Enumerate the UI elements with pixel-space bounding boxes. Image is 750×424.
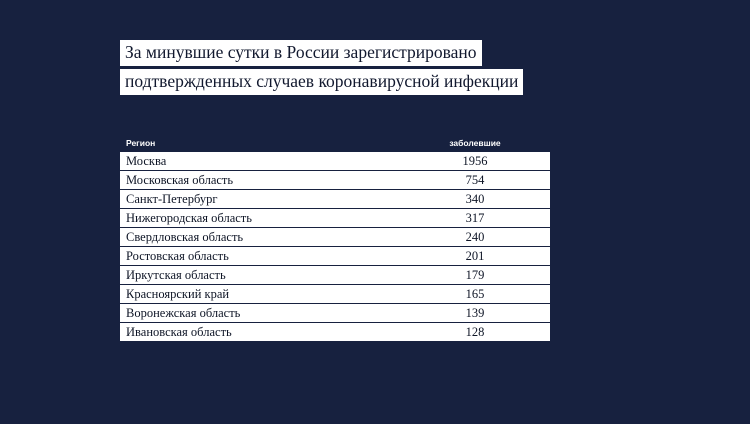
cell-cases: 165 xyxy=(400,285,550,304)
page-title xyxy=(120,40,660,98)
table-row xyxy=(120,190,550,209)
cell-cases: 317 xyxy=(400,209,550,228)
cell-cases: 1956 xyxy=(400,152,550,171)
table-row xyxy=(120,285,550,304)
table-row xyxy=(120,266,550,285)
cell-cases: 201 xyxy=(400,247,550,266)
table-row xyxy=(120,247,550,266)
table-row xyxy=(120,209,550,228)
table-row xyxy=(120,152,550,171)
table-header-row xyxy=(120,138,550,152)
cell-cases: 240 xyxy=(400,228,550,247)
table-row xyxy=(120,228,550,247)
cell-region: Ростовская область xyxy=(120,247,400,266)
cell-cases: 179 xyxy=(400,266,550,285)
title-line-2: подтвержденных случаев коронавирусной инфекции xyxy=(120,69,523,95)
cell-cases: 754 xyxy=(400,171,550,190)
table-header xyxy=(120,138,550,152)
cell-region: Воронежская область xyxy=(120,304,400,323)
cell-region: Нижегородская область xyxy=(120,209,400,228)
cell-region: Санкт-Петербург xyxy=(120,190,400,209)
cell-region: Иркутская область xyxy=(120,266,400,285)
table-row xyxy=(120,171,550,190)
cell-region: Свердловская область xyxy=(120,228,400,247)
table-body xyxy=(120,152,550,342)
cases-table-container xyxy=(120,138,550,342)
cell-region: Красноярский край xyxy=(120,285,400,304)
cases-table xyxy=(120,138,550,342)
column-header-region: Регион xyxy=(120,138,400,152)
cell-region: Ивановская область xyxy=(120,323,400,342)
title-line-1: За минувшие сутки в России зарегистрировано xyxy=(120,40,482,66)
cell-cases: 340 xyxy=(400,190,550,209)
cell-cases: 139 xyxy=(400,304,550,323)
cell-region: Москва xyxy=(120,152,400,171)
cell-region: Московская область xyxy=(120,171,400,190)
column-header-cases: заболевшие xyxy=(400,138,550,152)
table-row xyxy=(120,304,550,323)
cell-cases: 128 xyxy=(400,323,550,342)
table-row xyxy=(120,323,550,342)
